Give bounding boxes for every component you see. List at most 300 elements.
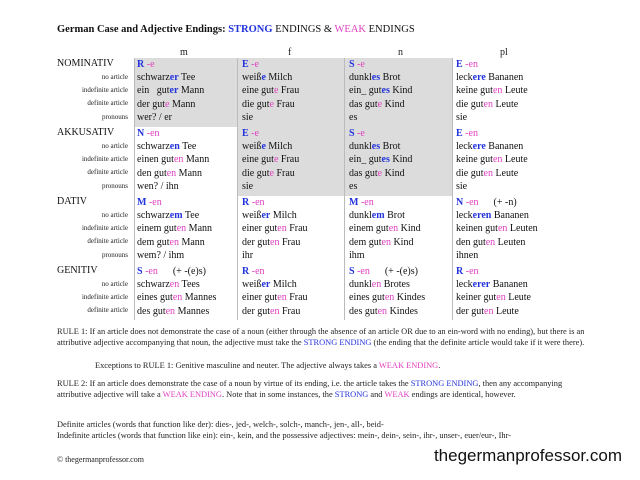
- column-header-f: f: [288, 47, 292, 58]
- cell-line: [349, 291, 425, 304]
- strong-ending: ere: [472, 72, 486, 84]
- cell-line: [349, 167, 412, 180]
- separator: [452, 58, 453, 320]
- sub-label: indefinite article: [81, 155, 128, 164]
- word: Milch: [270, 210, 297, 222]
- strong-ending: R: [242, 197, 250, 208]
- cell-line: [137, 305, 216, 318]
- cell-line: [349, 180, 412, 193]
- word: Frau: [278, 85, 300, 97]
- weak-ending: -en: [142, 266, 158, 277]
- word: schwarz: [137, 279, 170, 291]
- word: Kind: [382, 98, 405, 110]
- word: eine gut: [242, 85, 274, 97]
- strong-ending: ere: [472, 141, 486, 153]
- weak-ending: -en: [144, 128, 160, 139]
- word: eine gut: [242, 154, 274, 166]
- weak-ending: en: [483, 167, 493, 179]
- word: Kind: [382, 167, 405, 179]
- word: Kind: [398, 223, 421, 235]
- weak-ending: -en: [249, 266, 265, 277]
- cell-line: [456, 84, 528, 97]
- word: die gut: [242, 167, 270, 179]
- cell-line: [242, 196, 308, 209]
- weak-ending: -en: [358, 197, 374, 208]
- word: ihnen: [456, 249, 479, 261]
- cell-line: [137, 127, 209, 140]
- strong-ending: e: [261, 141, 266, 153]
- case-label-dativ: DATIV: [57, 196, 87, 207]
- word: Frau: [286, 223, 308, 235]
- cell-line: [456, 71, 528, 84]
- strong-ending: R: [137, 59, 145, 70]
- definite-articles: [57, 419, 617, 430]
- cell-dativ-pl: [456, 196, 538, 262]
- word: Frau: [279, 305, 301, 317]
- word: eines gut: [349, 292, 385, 304]
- word: Tee: [179, 141, 197, 153]
- weak-ending: en: [492, 154, 503, 166]
- word: Leuten: [495, 236, 526, 248]
- title-weak: WEAK: [334, 24, 366, 35]
- word: Kindes: [387, 305, 418, 317]
- weak-ending: e: [377, 98, 383, 110]
- word: Frau: [286, 292, 308, 304]
- cell-line: [349, 58, 412, 71]
- weak-ending: en: [492, 85, 503, 97]
- cell-line: [242, 167, 299, 180]
- cell-line: [349, 209, 421, 222]
- word: der gut: [242, 236, 271, 248]
- word: leck: [456, 210, 473, 222]
- weak-ending: en: [483, 98, 493, 110]
- word: Bananen: [490, 279, 528, 291]
- word: der gut: [456, 305, 485, 317]
- word: Kind: [390, 236, 414, 248]
- weak-ending: en: [166, 167, 177, 179]
- indefinite-articles: [57, 430, 617, 441]
- word: Bananen: [485, 141, 524, 153]
- sub-label: indefinite article: [81, 293, 128, 302]
- strong-term: STRONG ENDING: [303, 338, 372, 348]
- strong-ending: N: [137, 128, 145, 139]
- weak-ending: e: [273, 85, 279, 97]
- cell-line: [456, 265, 531, 278]
- weak-ending: -en: [249, 197, 265, 208]
- weak-ending: -en: [462, 128, 478, 139]
- title-middle: ENDINGS &: [272, 24, 335, 35]
- strong-ending: erer: [472, 279, 491, 291]
- cell-akkusativ-n: [349, 127, 412, 193]
- word: Tee: [178, 72, 196, 84]
- cell-line: [456, 180, 528, 193]
- word: wer? / er: [137, 111, 172, 123]
- cell-line: [242, 98, 299, 111]
- strong-ending: E: [242, 59, 249, 70]
- word: einer gut: [242, 292, 278, 304]
- cell-line: [242, 305, 308, 318]
- strong-ending: M: [349, 197, 359, 208]
- word: des gut: [349, 305, 378, 317]
- word: sie: [456, 111, 468, 123]
- strong-ending: es: [381, 154, 390, 166]
- cell-nominativ-n: [349, 58, 412, 124]
- sub-label: indefinite article: [81, 86, 128, 95]
- word: leck: [456, 141, 473, 153]
- rule-1-exceptions-text: Exceptions to RULE 1: Genitive masculine and neuter. The adjective always takes a WEAK ENDING.: [95, 361, 441, 370]
- title-prefix: German Case and Adjective Endings:: [57, 24, 229, 35]
- weak-ending: en: [381, 236, 391, 248]
- weak-ending: -en: [463, 197, 479, 208]
- word: einem gut: [137, 223, 177, 235]
- word: des gut: [137, 305, 166, 317]
- strong-ending: es: [371, 72, 381, 84]
- cell-line: [242, 249, 308, 262]
- word: ihm: [349, 249, 365, 261]
- strong-ending: es: [371, 141, 381, 153]
- strong-term: STRONG ENDING: [410, 379, 479, 388]
- word: Mannes: [182, 292, 217, 304]
- copyright: © thegermanprofessor.com: [57, 455, 144, 464]
- weak-ending: -en: [354, 266, 370, 277]
- weak-ending: -e: [248, 59, 259, 70]
- word: Tee: [182, 210, 200, 222]
- word: einer gut: [242, 223, 278, 235]
- word: schwarz: [137, 141, 170, 153]
- word: Frau: [278, 154, 300, 166]
- weak-ending: -e: [354, 128, 365, 139]
- cell-line: [349, 196, 421, 209]
- word: Mannes: [175, 305, 210, 317]
- word: keine gut: [456, 154, 493, 166]
- cell-line: [456, 291, 531, 304]
- sub-label: indefinite article: [81, 224, 128, 233]
- cell-line: [349, 84, 412, 97]
- rule-1-exceptions: [95, 360, 575, 371]
- word: wem? / ihm: [137, 249, 185, 261]
- column-header-pl: pl: [500, 47, 508, 58]
- word: Mann: [186, 223, 213, 235]
- column-header-m: m: [180, 47, 188, 58]
- weak-ending: en: [277, 292, 287, 304]
- word: Mann: [169, 98, 196, 110]
- weak-ending: en: [169, 279, 180, 291]
- definite-articles-text: Definite articles (words that function like der): dies-, jed-, welch-, solch-, manch-, jen-, all-, beid-: [57, 420, 384, 429]
- cell-line: [349, 249, 421, 262]
- strong-ending: er: [169, 85, 179, 97]
- strong-ending: M: [137, 197, 147, 208]
- cell-line: [349, 127, 412, 140]
- cell-akkusativ-m: [137, 127, 209, 193]
- rule-1: [57, 326, 587, 348]
- strong-term: STRONG: [334, 390, 369, 400]
- cell-line: [349, 278, 425, 291]
- cell-line: [137, 209, 212, 222]
- cell-line: [137, 278, 216, 291]
- cell-line: [349, 305, 425, 318]
- cell-akkusativ-f: [242, 127, 299, 193]
- weak-ending: en: [377, 305, 388, 317]
- word: dunkl: [349, 72, 372, 84]
- cell-line: [137, 84, 204, 97]
- strong-ending: R: [242, 266, 250, 277]
- cell-line: [137, 249, 212, 262]
- indefinite-articles-text: Indefinite articles (words that function like ein): ein-, kein, and the possessive adjectives: mein-, dein-, sein-, ihr-, unser-, euer/eur-, Ihr-: [57, 431, 511, 440]
- separator: [134, 58, 135, 320]
- word: weiß: [242, 210, 262, 222]
- cell-dativ-n: [349, 196, 421, 262]
- weak-ending: en: [173, 154, 184, 166]
- brand-watermark[interactable]: thegermanprofessor.com: [433, 446, 622, 465]
- weak-term: WEAK ENDING: [162, 390, 222, 400]
- page-title: [57, 24, 415, 35]
- word: sie: [242, 180, 254, 192]
- word: es: [349, 180, 358, 192]
- strong-ending: E: [456, 128, 463, 139]
- word: Mann: [176, 167, 203, 179]
- cell-line: [137, 111, 204, 124]
- word: Frau: [279, 236, 301, 248]
- cell-line: [349, 111, 412, 124]
- word: sie: [456, 180, 468, 192]
- word: dem gut: [349, 236, 382, 248]
- cell-line: [242, 111, 299, 124]
- word: dunkl: [349, 210, 372, 222]
- cell-line: [242, 278, 308, 291]
- cell-line: [456, 111, 528, 124]
- cell-line: [349, 236, 421, 249]
- strong-ending: S: [349, 128, 355, 139]
- strong-ending: E: [242, 128, 249, 139]
- weak-ending: en: [497, 223, 508, 235]
- word: ein_ gut: [349, 85, 382, 97]
- word: weiß: [242, 279, 262, 291]
- weak-ending: en: [388, 223, 399, 235]
- cell-line: [137, 180, 209, 193]
- word: Mann: [178, 85, 205, 97]
- strong-ending: N: [456, 197, 464, 208]
- cell-genitiv-m: [137, 265, 216, 318]
- cell-line: [242, 84, 299, 97]
- weak-ending: en: [165, 305, 176, 317]
- weak-ending: en: [371, 279, 382, 291]
- strong-ending: er: [261, 210, 271, 222]
- word: es: [349, 111, 358, 123]
- strong-ending: en: [169, 141, 180, 153]
- word: dunkl: [349, 141, 372, 153]
- word: Mann: [183, 154, 210, 166]
- weak-ending: en: [485, 236, 496, 248]
- cell-line: [456, 140, 528, 153]
- weak-ending: e: [273, 154, 279, 166]
- case-label-genitiv: GENITIV: [57, 265, 98, 276]
- title-strong: STRONG: [228, 24, 273, 35]
- cell-akkusativ-pl: [456, 127, 528, 193]
- word: wen? / ihn: [137, 180, 179, 192]
- strong-ending: e: [261, 72, 266, 84]
- word: schwarz: [137, 210, 170, 222]
- cell-line: [242, 236, 308, 249]
- word: Frau: [273, 98, 295, 110]
- strong-ending: em: [371, 210, 385, 222]
- cell-nominativ-pl: [456, 58, 528, 124]
- word: schwarz: [137, 72, 170, 84]
- cell-line: [349, 98, 412, 111]
- word: ein_ gut: [349, 154, 382, 166]
- word: Leute: [493, 305, 519, 317]
- strong-ending: S: [137, 266, 143, 277]
- weak-ending: e: [377, 167, 383, 179]
- cell-line: [137, 236, 212, 249]
- cell-line: [242, 71, 299, 84]
- separator: [344, 58, 345, 320]
- sub-label: no article: [101, 211, 128, 219]
- cell-line: [456, 167, 528, 180]
- sub-label: definite article: [87, 237, 128, 246]
- cell-dativ-f: [242, 196, 308, 262]
- weak-ending: e: [269, 167, 274, 179]
- word: den gut: [137, 167, 167, 179]
- weak-ending: en: [270, 305, 280, 317]
- word: Tees: [179, 279, 200, 291]
- cell-line: [137, 291, 216, 304]
- word: Leute: [492, 167, 519, 179]
- word: keine gut: [456, 85, 493, 97]
- word: der gut: [242, 305, 271, 317]
- strong-ending: S: [349, 59, 355, 70]
- word: Brot: [380, 141, 401, 153]
- cell-line: [456, 249, 538, 262]
- cell-line: [242, 153, 299, 166]
- word: leck: [456, 72, 473, 84]
- strong-ending: er: [261, 279, 271, 291]
- cell-line: [137, 167, 209, 180]
- sub-label: no article: [101, 142, 128, 150]
- word: (+ -(e)s): [369, 266, 418, 277]
- strong-ending: S: [349, 266, 355, 277]
- word: dunkl: [349, 279, 372, 291]
- cell-line: [456, 222, 538, 235]
- cell-line: [456, 209, 538, 222]
- strong-ending: E: [456, 59, 463, 70]
- title-suffix: ENDINGS: [366, 24, 415, 35]
- weak-term: WEAK ENDING: [378, 361, 439, 370]
- cell-line: [137, 222, 212, 235]
- word: ihr: [242, 249, 254, 261]
- word: Mann: [178, 236, 205, 248]
- cell-line: [456, 278, 531, 291]
- word: die gut: [456, 98, 484, 110]
- word: Brot: [384, 210, 405, 222]
- word: Milch: [265, 141, 293, 153]
- rule-2-text: RULE 2: If an article does demonstrate the case of a noun by virtue of its ending, i.e. the article takes the STRONG ENDING, then any accompanying attributive adjective will take a WEAK ENDING. Note that in some instances, the STRONG and WEAK endings are identical, however.: [57, 379, 563, 400]
- weak-ending: en: [277, 223, 287, 235]
- word: Kind: [389, 154, 413, 166]
- cell-line: [349, 140, 412, 153]
- weak-ending: -e: [144, 59, 155, 70]
- weak-ending: -en: [463, 266, 479, 277]
- cell-nominativ-f: [242, 58, 299, 124]
- weak-ending: en: [172, 292, 183, 304]
- weak-ending: en: [384, 292, 395, 304]
- word: sie: [242, 111, 254, 123]
- case-label-nominativ: NOMINATIV: [57, 58, 114, 69]
- weak-ending: e: [269, 98, 274, 110]
- weak-ending: -en: [146, 197, 162, 208]
- word: weiß: [242, 72, 262, 84]
- word: Brotes: [381, 279, 410, 291]
- cell-dativ-m: [137, 196, 212, 262]
- cell-genitiv-n: [349, 265, 425, 318]
- word: Bananen: [485, 72, 524, 84]
- word: Leuten: [507, 223, 538, 235]
- cell-line: [137, 140, 209, 153]
- sub-label: pronouns: [101, 181, 128, 190]
- cell-nominativ-m: [137, 58, 204, 124]
- cell-line: [242, 180, 299, 193]
- cell-line: [349, 71, 412, 84]
- word: (+ -n): [478, 197, 517, 208]
- weak-ending: e: [165, 98, 170, 110]
- weak-ending: en: [484, 305, 494, 317]
- weak-ending: -en: [462, 59, 478, 70]
- word: Leute: [505, 292, 531, 304]
- cell-line: [456, 58, 528, 71]
- word: Milch: [270, 279, 297, 291]
- weak-term: WEAK: [384, 390, 410, 400]
- weak-ending: en: [270, 236, 280, 248]
- word: die gut: [456, 167, 484, 179]
- weak-ending: en: [496, 292, 506, 304]
- cell-line: [456, 305, 531, 318]
- cell-line: [456, 196, 538, 209]
- strong-ending: em: [169, 210, 183, 222]
- word: einen gut: [137, 154, 174, 166]
- cell-line: [137, 196, 212, 209]
- cell-line: [242, 222, 308, 235]
- weak-ending: en: [169, 236, 179, 248]
- word: ein gut: [137, 85, 170, 97]
- word: eines gut: [137, 292, 173, 304]
- word: Kind: [389, 85, 413, 97]
- word: einem gut: [349, 223, 389, 235]
- cell-genitiv-f: [242, 265, 308, 318]
- cell-line: [242, 209, 308, 222]
- cell-line: [242, 265, 308, 278]
- sub-label: definite article: [87, 306, 128, 315]
- cell-line: [137, 58, 204, 71]
- word: das gut: [349, 167, 378, 179]
- cell-line: [242, 291, 308, 304]
- sub-label: pronouns: [101, 250, 128, 259]
- strong-ending: R: [456, 266, 464, 277]
- strong-ending: er: [169, 72, 179, 84]
- word: weiß: [242, 141, 262, 153]
- cell-line: [349, 265, 425, 278]
- sub-label: no article: [101, 73, 128, 81]
- weak-ending: -e: [248, 128, 259, 139]
- word: keinen gut: [456, 223, 498, 235]
- cell-line: [137, 71, 204, 84]
- cell-line: [137, 153, 209, 166]
- weak-ending: en: [176, 223, 187, 235]
- word: leck: [456, 279, 473, 291]
- cell-genitiv-pl: [456, 265, 531, 318]
- cell-line: [137, 265, 216, 278]
- cell-line: [456, 127, 528, 140]
- sub-label: pronouns: [101, 112, 128, 121]
- strong-ending: eren: [472, 210, 492, 222]
